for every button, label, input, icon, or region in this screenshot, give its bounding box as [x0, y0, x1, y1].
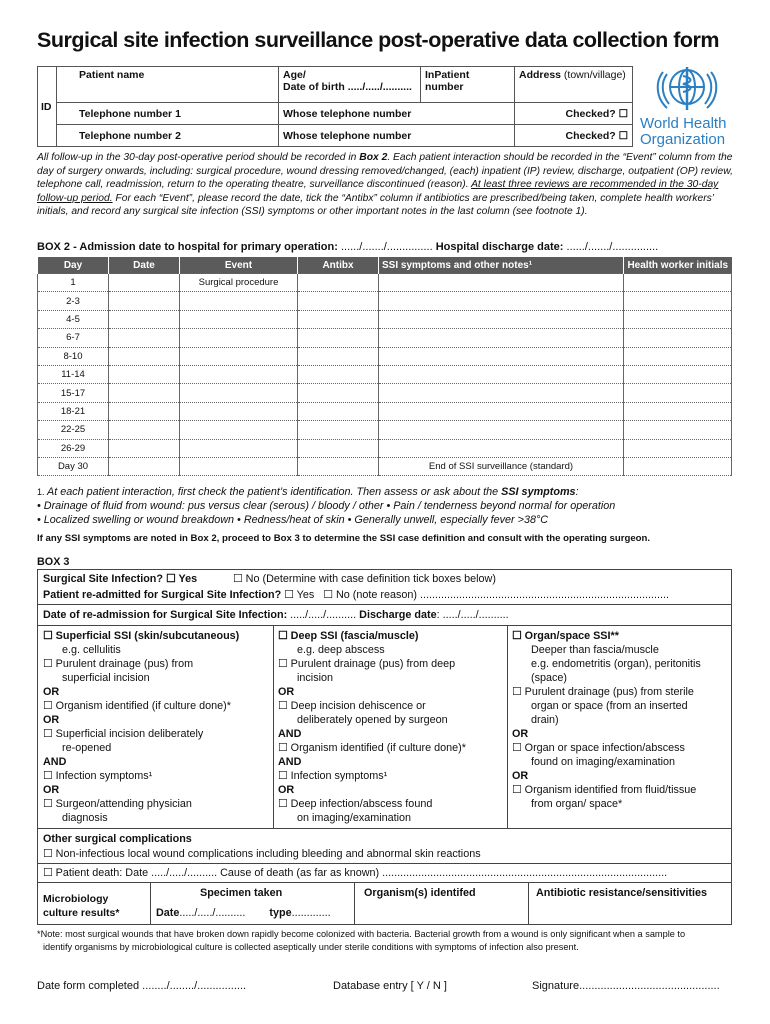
footnote-line-3: • Localized swelling or wound breakdown • Redness/heat of skin • Generally unwell, especially fever >38°C	[37, 514, 549, 527]
notes-cell[interactable]	[379, 292, 624, 310]
culture-note	[37, 928, 737, 953]
col-hw-initials: Health worker initials	[624, 257, 732, 274]
microbiology-line-2: culture results*	[43, 907, 120, 919]
microbiology-label	[43, 892, 119, 920]
inpatient-number-field[interactable]: InPatient number	[421, 67, 515, 103]
date-cell[interactable]	[109, 384, 180, 402]
who-line-1: World Health	[640, 115, 727, 132]
page-title: Surgical site infection surveillance post-operative data collection form	[37, 28, 720, 52]
antibx-cell[interactable]	[298, 329, 379, 347]
notes-cell[interactable]: End of SSI surveillance (standard)	[379, 457, 624, 475]
box2-label: BOX 2 - Admission date to hospital for primary operation:	[37, 241, 338, 253]
intro-part-d: At least three reviews are recommended in the 30-day follow-up period.	[37, 179, 719, 204]
signature-field[interactable]: Signature..............................................	[532, 980, 720, 992]
address-label: Address	[519, 69, 562, 81]
superficial-line: diagnosis	[62, 812, 108, 824]
event-cell[interactable]	[180, 310, 298, 328]
deep-line: OR	[278, 784, 295, 796]
table-row	[38, 402, 732, 420]
table-row	[38, 365, 732, 383]
table-row	[38, 384, 732, 402]
superficial-line[interactable]: ☐ Superficial SSI (skin/subcutaneous)	[43, 630, 240, 642]
patient-header-table	[37, 66, 633, 147]
dob-label: Date of birth ...../...../..........	[283, 81, 412, 93]
notes-cell[interactable]	[379, 347, 624, 365]
antibx-cell[interactable]	[298, 421, 379, 439]
telephone-2-field[interactable]: Telephone number 2	[57, 125, 279, 147]
footnote-line-1	[37, 485, 737, 499]
antibx-cell[interactable]	[298, 439, 379, 457]
table-row	[38, 347, 732, 365]
footnote	[37, 485, 737, 528]
date-cell[interactable]	[109, 457, 180, 475]
divider	[38, 625, 731, 626]
notes-cell[interactable]	[379, 384, 624, 402]
organ-line: found on imaging/examination	[531, 756, 676, 768]
intro-part-c: . Each patient interaction should be recorded in the “Event” column from the day of surgery onwards, including: surgical procedure, wound dressing removed/changed, (each) inpatient (IP) review, discharge, outpatient (OP) review, telephone call, readmission, return to the operating theatre, surveillance discontinued (reason).	[37, 152, 733, 191]
event-cell[interactable]	[180, 421, 298, 439]
superficial-line: OR	[43, 784, 60, 796]
readmission-row	[43, 588, 669, 602]
organ-line: organ or space (from an inserted	[531, 700, 688, 712]
superficial-line[interactable]: ☐ Organism identified (if culture done)*	[43, 700, 231, 712]
day-cell: 6-7	[38, 329, 109, 347]
who-name	[640, 116, 726, 148]
day-cell: 26-29	[38, 439, 109, 457]
admission-date-field[interactable]: ....../......./...............	[337, 241, 436, 253]
antibx-cell[interactable]	[298, 347, 379, 365]
notes-cell[interactable]	[379, 421, 624, 439]
superficial-line: re-opened	[62, 742, 112, 754]
antibx-cell[interactable]	[298, 365, 379, 383]
checked-1-checkbox[interactable]: Checked? ☐	[515, 103, 633, 125]
divider	[528, 882, 529, 924]
event-cell[interactable]	[180, 384, 298, 402]
date-cell[interactable]	[109, 274, 180, 292]
col-date: Date	[109, 257, 180, 274]
instructions-text	[37, 151, 737, 219]
antibx-cell[interactable]	[298, 274, 379, 292]
ssi-question[interactable]	[43, 572, 197, 586]
database-entry-field[interactable]: Database entry [ Y / N ]	[333, 980, 447, 992]
date-cell[interactable]	[109, 402, 180, 420]
divider	[150, 882, 151, 924]
organ-line[interactable]: ☐ Organ or space infection/abscess	[512, 742, 685, 754]
day-cell: Day 30	[38, 457, 109, 475]
ssi-no-checkbox[interactable]: ☐ No (Determine with case definition tick boxes below)	[233, 573, 496, 585]
date-cell[interactable]	[109, 439, 180, 457]
event-cell[interactable]	[180, 457, 298, 475]
organ-line: OR	[512, 728, 529, 740]
patient-name-field[interactable]: Patient name	[57, 67, 279, 103]
deep-ssi-column	[278, 629, 503, 825]
deep-line: e.g. deep abscess	[297, 644, 385, 656]
culture-note-line-1: *Note: most surgical wounds that have broken down rapidly become colonized with bacteria. Bacterial growth from a wound is only significant when a sample to	[37, 929, 686, 939]
footnote-ssi: SSI symptoms	[501, 486, 576, 498]
organ-line[interactable]: ☐ Organ/space SSI**	[512, 630, 619, 642]
day-cell: 15-17	[38, 384, 109, 402]
discharge-date-label: Discharge date	[359, 609, 437, 621]
organ-line: drain)	[531, 714, 559, 726]
superficial-line[interactable]: ☐ Infection symptoms¹	[43, 770, 153, 782]
readmission-no-checkbox[interactable]: ☐ No (note reason) ...................................................................................	[323, 589, 669, 601]
specimen-type-label: type	[269, 907, 292, 919]
discharge-date-field[interactable]: : ...../...../..........	[436, 609, 509, 621]
divider	[273, 625, 274, 828]
table-row	[38, 292, 732, 310]
event-cell[interactable]	[180, 347, 298, 365]
deep-line[interactable]: ☐ Deep incision dehiscence or	[278, 700, 426, 712]
deep-line[interactable]: ☐ Purulent drainage (pus) from deep	[278, 658, 456, 670]
organ-ssi-column	[512, 629, 727, 811]
organ-line: OR	[512, 770, 529, 782]
intro-part-e: For each “Event”, please record the date, tick the “Antibx” column if antibiotics are prescribed/being taken, complete health workers’ initials, and record any surgical site infection (SSI) symptoms or other important notes in the last column (see footnote 1).	[37, 192, 714, 218]
non-infectious-checkbox[interactable]: ☐ Non-infectious local wound complications including bleeding and abnormal skin reactions	[43, 848, 481, 860]
day-cell: 8-10	[38, 347, 109, 365]
box3-label: BOX 3	[37, 556, 70, 568]
readmission-date-row	[43, 608, 509, 622]
deep-line: OR	[278, 686, 295, 698]
footnote-number: 1.	[37, 487, 48, 497]
col-ssi-notes: SSI symptoms and other notes¹	[379, 257, 624, 274]
deep-line[interactable]: ☐ Deep SSI (fascia/muscle)	[278, 630, 419, 642]
hospital-discharge-field[interactable]: ....../......./...............	[563, 241, 659, 253]
divider	[354, 882, 355, 924]
notes-cell[interactable]	[379, 274, 624, 292]
antibx-cell[interactable]	[298, 457, 379, 475]
initials-cell[interactable]	[624, 310, 732, 328]
date-cell[interactable]	[109, 347, 180, 365]
col-day: Day	[38, 257, 109, 274]
notes-cell[interactable]	[379, 402, 624, 420]
readmission-date-label: Date of re-admission for Surgical Site Infection:	[43, 609, 288, 621]
deep-line: deliberately opened by surgeon	[297, 714, 448, 726]
date-cell[interactable]	[109, 310, 180, 328]
event-cell[interactable]	[180, 402, 298, 420]
superficial-line: AND	[43, 756, 67, 768]
superficial-line: superficial incision	[62, 672, 150, 684]
table-row	[38, 329, 732, 347]
divider	[38, 882, 731, 883]
superficial-line[interactable]: ☐ Surgeon/attending physician	[43, 798, 192, 810]
superficial-line: OR	[43, 714, 60, 726]
organ-line[interactable]: ☐ Purulent drainage (pus) from sterile	[512, 686, 694, 698]
specimen-date-field[interactable]: ...../...../..........	[179, 907, 246, 919]
specimen-type-field[interactable]: .............	[291, 907, 331, 919]
organ-line: Deeper than fascia/muscle	[531, 644, 659, 656]
initials-cell[interactable]	[624, 274, 732, 292]
deep-line[interactable]: ☐ Infection symptoms¹	[278, 770, 388, 782]
event-cell[interactable]	[180, 439, 298, 457]
patient-death-checkbox[interactable]: ☐ Patient death: Date ...../...../.......... Cause of death (as far as known) ...............................................................................................	[43, 867, 668, 879]
microbiology-line-1: Microbiology	[43, 893, 109, 905]
col-antibx: Antibx	[298, 257, 379, 274]
footnote-text: At each patient interaction, first check the patient’s identification. Then assess or ask about the	[47, 486, 502, 498]
notes-cell[interactable]	[379, 439, 624, 457]
event-cell[interactable]	[180, 292, 298, 310]
specimen-date-row[interactable]	[156, 906, 331, 920]
readmission-yes-checkbox[interactable]: ☐ Yes	[284, 589, 315, 601]
initials-cell[interactable]	[624, 365, 732, 383]
divider	[38, 863, 731, 864]
deep-line[interactable]: ☐ Deep infection/abscess found	[278, 798, 433, 810]
event-cell[interactable]	[180, 329, 298, 347]
specimen-taken-label: Specimen taken	[200, 887, 283, 899]
telephone-1-field[interactable]: Telephone number 1	[57, 103, 279, 125]
organisms-label: Organism(s) identifed	[364, 887, 476, 899]
date-cell[interactable]	[109, 365, 180, 383]
initials-cell[interactable]	[624, 402, 732, 420]
address-note: (town/village)	[561, 69, 626, 81]
organ-line[interactable]: ☐ Organism identified from fluid/tissue	[512, 784, 697, 796]
box2-heading	[37, 241, 658, 253]
intro-part-a: All follow-up in the 30-day post-operative period should be recorded in	[37, 152, 360, 163]
id-label: ID	[38, 67, 57, 147]
deep-line: AND	[278, 728, 302, 740]
ssi-yes-checkbox[interactable]: Surgical Site Infection? ☐ Yes	[43, 573, 198, 585]
hospital-discharge-label: Hospital discharge date:	[435, 241, 564, 253]
readmission-date-field[interactable]: ...../...../..........	[287, 609, 360, 621]
specimen-date-label: Date	[156, 907, 180, 919]
deep-line: on imaging/examination	[297, 812, 412, 824]
superficial-line[interactable]: ☐ Superficial incision deliberately	[43, 728, 204, 740]
col-event: Event	[180, 257, 298, 274]
day-cell: 4-5	[38, 310, 109, 328]
antibx-cell[interactable]	[298, 384, 379, 402]
antibiotic-label: Antibiotic resistance/sensitivities	[536, 887, 708, 899]
initials-cell[interactable]	[624, 329, 732, 347]
divider	[38, 604, 731, 605]
readmission-question: Patient re-admitted for Surgical Site Infection?	[43, 589, 282, 601]
deep-line[interactable]: ☐ Organism identified (if culture done)*	[278, 742, 466, 754]
who-emblem-icon	[647, 62, 727, 114]
age-dob-field[interactable]	[279, 67, 421, 103]
checked-2-checkbox[interactable]: Checked? ☐	[515, 125, 633, 147]
antibx-cell[interactable]	[298, 292, 379, 310]
superficial-line[interactable]: ☐ Purulent drainage (pus) from	[43, 658, 194, 670]
table-row	[38, 310, 732, 328]
followup-table	[37, 257, 732, 476]
event-cell[interactable]	[180, 365, 298, 383]
whose-telephone-2-field[interactable]: Whose telephone number	[279, 125, 515, 147]
footnote-line-2: • Drainage of fluid from wound: pus versus clear (serous) / bloody / other • Pain / tenderness beyond normal for operation	[37, 500, 616, 513]
antibx-cell[interactable]	[298, 310, 379, 328]
age-label: Age/	[283, 69, 306, 81]
initials-cell[interactable]	[624, 347, 732, 365]
intro-part-b: Box 2	[359, 152, 388, 163]
event-cell[interactable]: Surgical procedure	[180, 274, 298, 292]
followup-table-header	[38, 257, 732, 274]
initials-cell[interactable]	[624, 384, 732, 402]
date-cell[interactable]	[109, 329, 180, 347]
culture-note-line-2: identify organisms by microbiological culture is collected aseptically under sterile conditions with symptoms of infection also present.	[43, 941, 579, 952]
footnote-colon: :	[575, 486, 579, 498]
whose-telephone-1-field[interactable]: Whose telephone number	[279, 103, 515, 125]
table-row	[38, 421, 732, 439]
initials-cell[interactable]	[624, 457, 732, 475]
date-cell[interactable]	[109, 421, 180, 439]
day-cell: 18-21	[38, 402, 109, 420]
organ-line: from organ/ space*	[531, 798, 623, 810]
table-row	[38, 274, 732, 292]
date-completed-field[interactable]: Date form completed ......../......../................	[37, 980, 247, 992]
superficial-ssi-column	[43, 629, 268, 825]
organ-line: (space)	[531, 672, 568, 684]
day-cell: 2-3	[38, 292, 109, 310]
notes-cell[interactable]	[379, 365, 624, 383]
deep-line: AND	[278, 756, 302, 768]
antibx-cell[interactable]	[298, 402, 379, 420]
superficial-line: e.g. cellulitis	[62, 644, 121, 656]
date-cell[interactable]	[109, 292, 180, 310]
if-ssi-instruction: If any SSI symptoms are noted in Box 2, proceed to Box 3 to determine the SSI case definition and consult with the operating surgeon.	[37, 533, 651, 544]
initials-cell[interactable]	[624, 439, 732, 457]
box3-container	[37, 569, 732, 925]
initials-cell[interactable]	[624, 292, 732, 310]
superficial-line: OR	[43, 686, 60, 698]
who-line-2: Organization	[640, 131, 726, 148]
notes-cell[interactable]	[379, 310, 624, 328]
address-field[interactable]	[515, 67, 633, 103]
table-row	[38, 439, 732, 457]
day-cell: 11-14	[38, 365, 109, 383]
notes-cell[interactable]	[379, 329, 624, 347]
deep-line: incision	[297, 672, 334, 684]
table-row	[38, 457, 732, 475]
day-cell: 1	[38, 274, 109, 292]
organ-line: e.g. endometritis (organ), peritonitis	[531, 658, 701, 670]
day-cell: 22-25	[38, 421, 109, 439]
divider	[507, 625, 508, 828]
other-complications-title: Other surgical complications	[43, 833, 192, 845]
divider	[38, 828, 731, 829]
initials-cell[interactable]	[624, 421, 732, 439]
